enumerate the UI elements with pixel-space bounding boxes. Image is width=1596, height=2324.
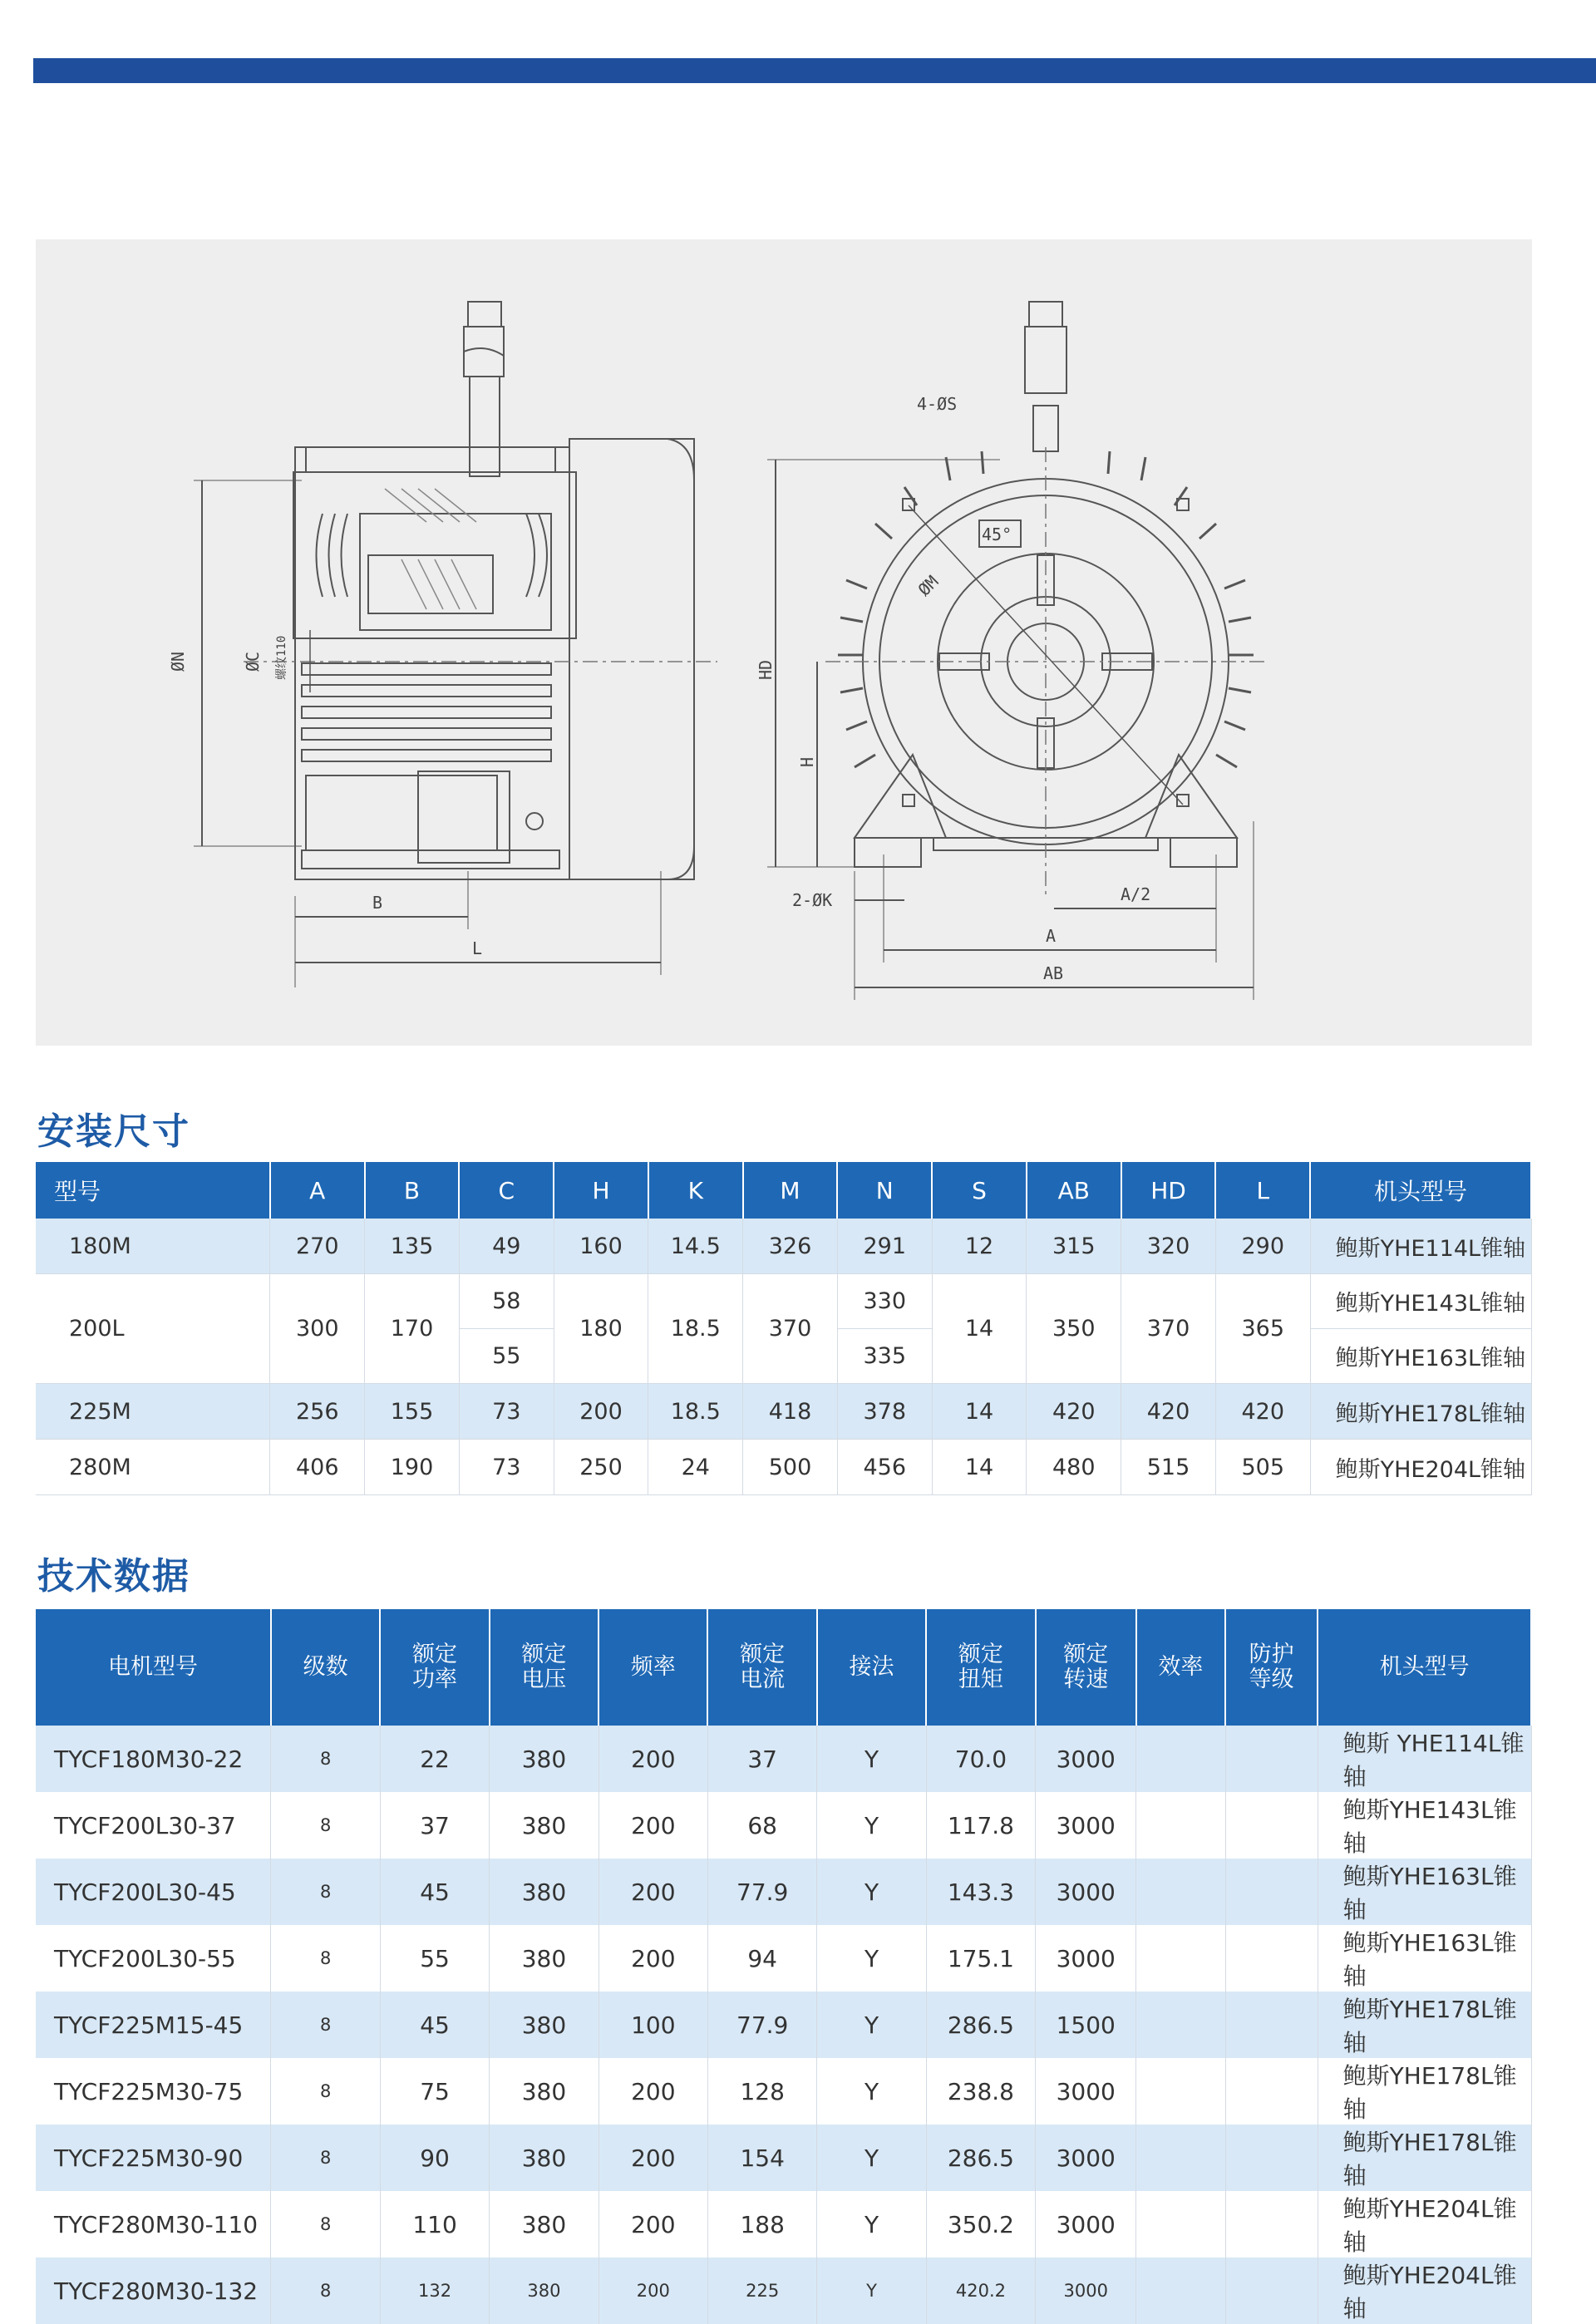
cell [1136,2125,1225,2191]
label-M: ØM [914,571,943,600]
column-header [817,1609,926,1726]
cell: 鲍斯YHE204L锥轴 [1318,2191,1531,2258]
cell: 3000 [1036,2191,1136,2258]
column-header: K [648,1162,743,1219]
table-row [36,1440,1531,1495]
cell: TYCF200L30-55 [36,1925,271,1992]
cell: 175.1 [926,1925,1035,1992]
column-header-line1: 接法 [849,1654,894,1680]
cell: 330 [837,1274,932,1329]
table-row [36,2191,1531,2258]
column-header: A [270,1162,365,1219]
cell: 200 [598,1925,707,1992]
cell: 鲍斯YHE143L锥轴 [1310,1274,1531,1329]
label-A2: A/2 [1121,884,1151,904]
cell: Y [817,1726,926,1792]
cell: 170 [365,1274,460,1384]
cell: 鲍斯YHE178L锥轴 [1310,1384,1531,1440]
cell: 鲍斯YHE163L锥轴 [1318,1859,1531,1925]
cell: 鲍斯YHE178L锥轴 [1318,2058,1531,2125]
column-header-line2: 电流 [740,1667,786,1692]
cell [1136,2058,1225,2125]
cell [1136,1992,1225,2058]
install-dimensions-table [36,1162,1532,1495]
cell: 55 [380,1925,489,1992]
cell: 500 [743,1440,838,1495]
column-header [490,1609,598,1726]
cell: 14.5 [648,1219,743,1274]
label-shaft-thread: 螺纹110 [275,635,288,680]
cell: 286.5 [926,2125,1035,2191]
table-row [36,1792,1531,1859]
cell: 58 [459,1274,554,1329]
cell: 24 [648,1440,743,1495]
cell [1225,1726,1318,1792]
cell: 鲍斯YHE143L锥轴 [1318,1792,1531,1859]
front-view [767,302,1266,1000]
cell: 200 [598,2258,707,2324]
cell: TYCF180M30-22 [36,1726,271,1792]
cell: 350.2 [926,2191,1035,2258]
cell: Y [817,2125,926,2191]
column-header: M [743,1162,838,1219]
cell: 37 [380,1792,489,1859]
motor-dimension-drawing [36,239,1532,1046]
cell: 22 [380,1726,489,1792]
cell: 420.2 [926,2258,1035,2324]
cell: Y [817,2258,926,2324]
label-N: ØN [168,651,188,672]
table-header-row [36,1162,1531,1219]
column-header-line1: 机头型号 [1379,1654,1470,1680]
column-header [1136,1609,1225,1726]
label-H: H [797,756,817,767]
cell: 380 [490,2191,598,2258]
label-K: 2-ØK [792,890,833,910]
cell: 200 [598,2191,707,2258]
cell: 鲍斯YHE114L锥轴 [1310,1219,1531,1274]
cell: Y [817,2191,926,2258]
cell: 200 [598,2058,707,2125]
header-bar [33,58,1596,83]
cell: 188 [707,2191,816,2258]
cell: 200 [598,1792,707,1859]
cell: 160 [554,1219,648,1274]
cell: 370 [743,1274,838,1384]
table-row [36,1274,1531,1329]
column-header: C [459,1162,554,1219]
cell [1136,2191,1225,2258]
column-header: 机头型号 [1310,1162,1531,1219]
cell [1136,2258,1225,2324]
cell: 1500 [1036,1992,1136,2058]
label-angle: 45° [982,524,1012,544]
cell: 225 [707,2258,816,2324]
column-header-line1: 额定 [412,1642,458,1667]
cell: 190 [365,1440,460,1495]
table-row [36,1219,1531,1274]
column-header-line2: 等级 [1249,1667,1294,1692]
label-B: B [372,893,383,913]
install-dimensions-title: 安装尺寸 [37,1110,190,1153]
cell [1136,1726,1225,1792]
table-row [36,2125,1531,2191]
cell: 18.5 [648,1274,743,1384]
cell: 8 [271,2058,380,2125]
cell: 132 [380,2258,489,2324]
cell: TYCF225M15-45 [36,1992,271,2058]
cell: 8 [271,1859,380,1925]
tech-data-title: 技术数据 [37,1555,190,1598]
column-header-line1: 电机型号 [107,1654,198,1680]
cell: 8 [271,1792,380,1859]
cell: 350 [1027,1274,1121,1384]
cell: 380 [490,1859,598,1925]
column-header-line1: 额定 [740,1642,786,1667]
column-header: H [554,1162,648,1219]
column-header-line1: 效率 [1158,1654,1204,1680]
cell: 365 [1215,1274,1310,1384]
cell: 456 [837,1440,932,1495]
cell: 75 [380,2058,489,2125]
cell: 128 [707,2058,816,2125]
cell: Y [817,2058,926,2125]
cell: Y [817,1792,926,1859]
cell: 14 [932,1274,1027,1384]
cell: 480 [1027,1440,1121,1495]
cell [1225,2191,1318,2258]
cell: 14 [932,1384,1027,1440]
cell: 鲍斯YHE204L锥轴 [1310,1440,1531,1495]
cell [1225,2058,1318,2125]
cell: 380 [490,2058,598,2125]
cell: 280M [36,1440,270,1495]
cell: 77.9 [707,1859,816,1925]
cell: 鲍斯YHE178L锥轴 [1318,1992,1531,2058]
table-row [36,1925,1531,1992]
side-view [194,302,717,987]
cell: 3000 [1036,1925,1136,1992]
label-C: ØC [243,651,263,672]
cell: 45 [380,1992,489,2058]
cell: 180M [36,1219,270,1274]
tech-data-body [36,1726,1531,2324]
cell: 270 [270,1219,365,1274]
label-AB: AB [1043,963,1064,983]
column-header [707,1609,816,1726]
cell [1136,1792,1225,1859]
cell: 200 [598,1726,707,1792]
cell: 鲍斯YHE163L锥轴 [1318,1925,1531,1992]
cell: 3000 [1036,2125,1136,2191]
cell: 250 [554,1440,648,1495]
column-header [271,1609,380,1726]
cell: 鲍斯YHE178L锥轴 [1318,2125,1531,2191]
cell: 335 [837,1329,932,1384]
cell: 94 [707,1925,816,1992]
column-header [36,1609,271,1726]
column-header [1318,1609,1531,1726]
column-header [380,1609,489,1726]
cell: TYCF225M30-75 [36,2058,271,2125]
cell: 380 [490,2258,598,2324]
cell: 37 [707,1726,816,1792]
column-header-line2: 扭矩 [958,1667,1003,1692]
table-row [36,1384,1531,1440]
column-header [1225,1609,1318,1726]
cell: 45 [380,1859,489,1925]
cell: 225M [36,1384,270,1440]
cell: TYCF200L30-45 [36,1859,271,1925]
cell: Y [817,1925,926,1992]
cell: 12 [932,1219,1027,1274]
cell: TYCF280M30-110 [36,2191,271,2258]
cell: 286.5 [926,1992,1035,2058]
cell: 100 [598,1992,707,2058]
cell: TYCF225M30-90 [36,2125,271,2191]
cell: 406 [270,1440,365,1495]
cell: 70.0 [926,1726,1035,1792]
column-header: B [365,1162,460,1219]
cell: 200 [554,1384,648,1440]
cell: 8 [271,1726,380,1792]
cell [1225,1992,1318,2058]
cell: 326 [743,1219,838,1274]
cell [1225,2258,1318,2324]
cell [1225,1792,1318,1859]
table-row [36,2058,1531,2125]
cell: 238.8 [926,2058,1035,2125]
column-header [598,1609,707,1726]
cell: 18.5 [648,1384,743,1440]
column-header: L [1215,1162,1310,1219]
cell: 8 [271,1992,380,2058]
label-L: L [472,938,483,958]
cell: 14 [932,1440,1027,1495]
cell [1136,1925,1225,1992]
cell: 3000 [1036,1859,1136,1925]
cell: 154 [707,2125,816,2191]
table-header-row [36,1609,1531,1726]
cell: 380 [490,2125,598,2191]
cell: 370 [1121,1274,1216,1384]
cell: 200 [598,2125,707,2191]
cell: 155 [365,1384,460,1440]
cell: 77.9 [707,1992,816,2058]
cell: 320 [1121,1219,1216,1274]
cell: 290 [1215,1219,1310,1274]
cell: 3000 [1036,2058,1136,2125]
table-row [36,2258,1531,2324]
cell: 505 [1215,1440,1310,1495]
cell: 380 [490,1925,598,1992]
cell: 380 [490,1992,598,2058]
cell: 鲍斯 YHE114L锥轴 [1318,1726,1531,1792]
cell: 8 [271,2258,380,2324]
cell: TYCF200L30-37 [36,1792,271,1859]
cell: 380 [490,1726,598,1792]
cell: 420 [1215,1384,1310,1440]
cell: 3000 [1036,1726,1136,1792]
cell: 420 [1027,1384,1121,1440]
cell: 200L [36,1274,270,1384]
column-header: N [837,1162,932,1219]
cell: 418 [743,1384,838,1440]
cell: 256 [270,1384,365,1440]
label-HD: HD [756,659,776,680]
column-header-line2: 电压 [521,1667,567,1692]
cell: 鲍斯YHE204L锥轴 [1318,2258,1531,2324]
cell: 135 [365,1219,460,1274]
cell: 300 [270,1274,365,1384]
column-header: HD [1121,1162,1216,1219]
cell: 鲍斯YHE163L锥轴 [1310,1329,1531,1384]
cell: 3000 [1036,1792,1136,1859]
column-header-line1: 级数 [303,1654,348,1680]
cell: TYCF280M30-132 [36,2258,271,2324]
tech-data-table [36,1609,1532,2324]
cell: 8 [271,1925,380,1992]
cell: 90 [380,2125,489,2191]
cell: 3000 [1036,2258,1136,2324]
cell: 200 [598,1859,707,1925]
cell: 291 [837,1219,932,1274]
cell [1225,1925,1318,1992]
column-header-line1: 额定 [958,1642,1003,1667]
table-row [36,1726,1531,1792]
column-header-line1: 防护 [1249,1642,1294,1667]
cell: 49 [459,1219,554,1274]
cell: Y [817,1992,926,2058]
column-header-line2: 转速 [1063,1667,1109,1692]
cell: 73 [459,1384,554,1440]
table-row [36,1859,1531,1925]
cell: 55 [459,1329,554,1384]
column-header [926,1609,1035,1726]
cell: 8 [271,2125,380,2191]
drawing-svg [36,239,1532,1046]
cell: 73 [459,1440,554,1495]
cell: 117.8 [926,1792,1035,1859]
column-header [1036,1609,1136,1726]
cell: 515 [1121,1440,1216,1495]
cell: 8 [271,2191,380,2258]
table-row [36,1992,1531,2058]
cell [1225,1859,1318,1925]
cell: Y [817,1859,926,1925]
column-header-line1: 额定 [521,1642,567,1667]
cell: 380 [490,1792,598,1859]
column-header: 型号 [36,1162,270,1219]
cell: 180 [554,1274,648,1384]
cell: 110 [380,2191,489,2258]
label-S: 4-ØS [917,394,958,414]
column-header-line1: 额定 [1063,1642,1109,1667]
column-header-line2: 功率 [412,1667,458,1692]
cell [1136,1859,1225,1925]
cell: 315 [1027,1219,1121,1274]
cell: 420 [1121,1384,1216,1440]
cell: 378 [837,1384,932,1440]
label-A: A [1046,926,1057,946]
column-header: AB [1027,1162,1121,1219]
column-header-line1: 频率 [630,1654,676,1680]
cell: 68 [707,1792,816,1859]
column-header: S [932,1162,1027,1219]
cell: 143.3 [926,1859,1035,1925]
cell [1225,2125,1318,2191]
